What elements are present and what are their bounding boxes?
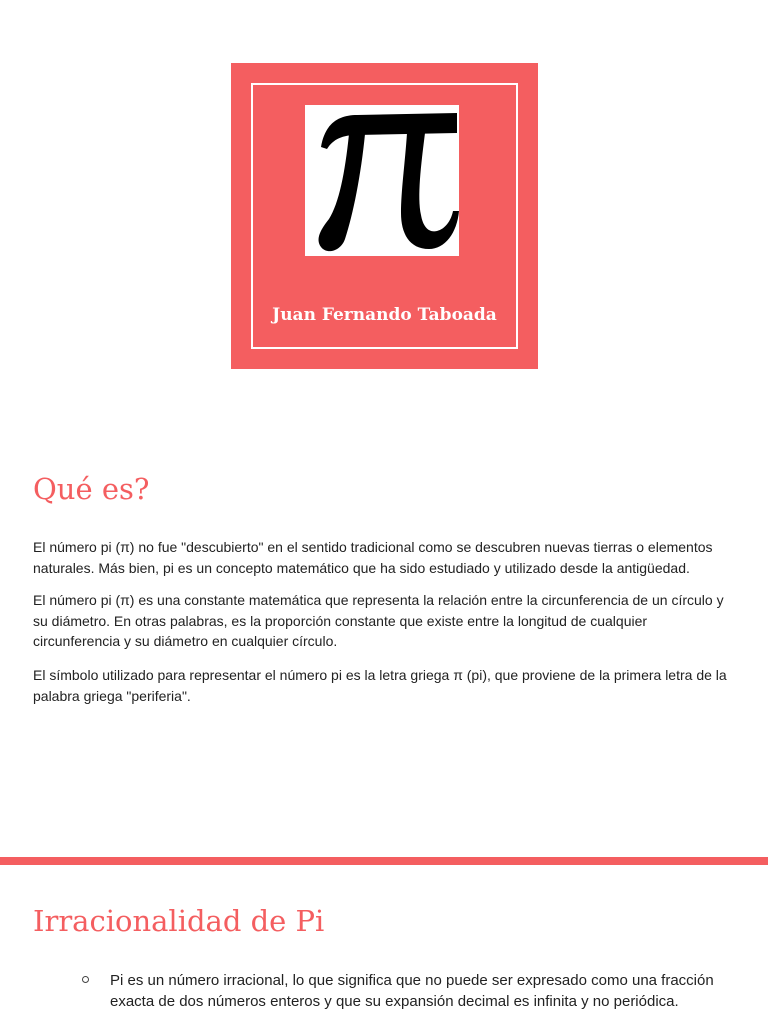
bullet-circle-icon — [82, 976, 89, 983]
list-item — [82, 970, 742, 1012]
cover-frame — [251, 83, 518, 349]
cover-block — [231, 63, 538, 369]
pi-symbol-image — [305, 105, 459, 256]
section-title-que-es: Qué es? — [33, 472, 150, 506]
paragraph: El símbolo utilizado para representar el número pi es la letra griega π (pi), que proviene de la primera letra de la palabra griega "periferia". — [33, 667, 727, 704]
bullet-list — [82, 970, 742, 1012]
cover-author-name: Juan Fernando Taboada — [272, 305, 497, 325]
paragraph: El número pi (π) es una constante matemática que representa la relación entre la circunferencia de un círculo y su diámetro. En otras palabras, es la proporción constante que existe entre la longitud de cualquier circunferencia y su diámetro en cualquier círculo. — [33, 592, 724, 649]
paragraph: El número pi (π) no fue "descubierto" en el sentido tradicional como se descubren nuevas tierras o elementos naturales. Más bien, pi es un concepto matemático que ha sido estudiado y utilizado desde la antigüedad. — [33, 539, 713, 576]
section-divider — [0, 857, 768, 865]
list-item-text: Pi es un número irracional, lo que significa que no puede ser expresado como una fracción exacta de dos números enteros y que su expansión decimal es infinita y no periódica. — [110, 972, 714, 1010]
section-title-irracionalidad: Irracionalidad de Pi — [33, 904, 325, 938]
pi-icon — [305, 105, 459, 256]
